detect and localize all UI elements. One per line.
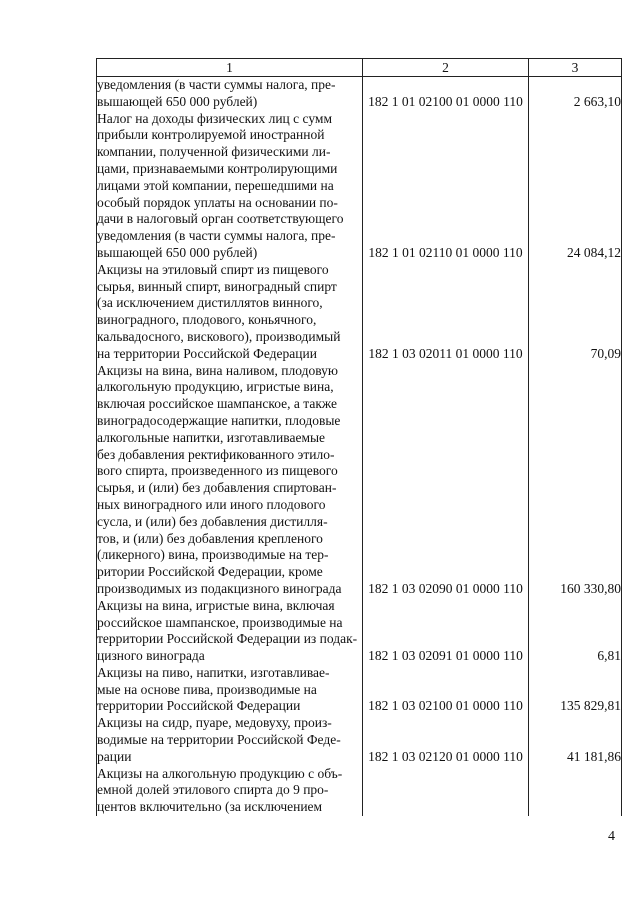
row-amount-cell — [529, 766, 622, 816]
row-name-line: Акцизы на вина, игристые вина, включая — [97, 597, 335, 613]
row-name-cell — [97, 363, 363, 598]
table-row — [97, 598, 622, 665]
row-name-line: сырья, и (или) без добавления спиртован- — [97, 480, 337, 496]
row-name-line: Акцизы на алкогольную продукцию с объ- — [97, 765, 343, 781]
page-number: 4 — [608, 829, 615, 844]
row-name-cell — [97, 77, 363, 111]
row-name-cell — [97, 262, 363, 363]
row-name-line: ритории Российской Федерации, кроме — [97, 564, 323, 580]
row-name-line: тов, и (или) без добавления крепленого — [97, 530, 323, 546]
row-name-line: вого спирта, произведенного из пищевого — [97, 463, 338, 479]
row-name-line: (ликерного) вина, производимые на тер- — [97, 547, 329, 563]
row-code-cell: 182 1 03 02100 01 0000 110 — [363, 665, 529, 715]
row-name-line: водимые на территории Российской Феде- — [97, 732, 341, 748]
row-name-line: Налог на доходы физических лиц с сумм — [97, 110, 332, 126]
row-name-line: без добавления ректификованного этило- — [97, 446, 335, 462]
row-name-line: алкогольную продукцию, игристые вина, — [97, 379, 334, 395]
budget-table — [96, 58, 622, 816]
row-name-line: цами, признаваемыми контролирующими — [97, 160, 338, 176]
row-name-cell — [97, 665, 363, 715]
row-name-line: мые на основе пива, производимые на — [97, 681, 317, 697]
row-name-line: дачи в налоговый орган соответствующего — [97, 211, 344, 227]
row-name-line: сусла, и (или) без добавления дистилля- — [97, 513, 328, 529]
row-name-line: рации — [97, 748, 132, 764]
row-name-line: российское шампанское, производимые на — [97, 614, 343, 630]
row-name-line: вышающей 650 000 рублей) — [97, 93, 258, 109]
row-name-line: Акцизы на этиловый спирт из пищевого — [97, 261, 329, 277]
row-code-cell: 182 1 03 02091 01 0000 110 — [363, 598, 529, 665]
row-name-line: территории Российской Федерации из подак- — [97, 631, 358, 647]
row-name-line: Акцизы на вина, вина наливом, плодовую — [97, 362, 338, 378]
column-header-3: 3 — [529, 59, 622, 77]
row-name-line: на территории Российской Федерации — [97, 345, 317, 361]
row-code-cell: 182 1 03 02090 01 0000 110 — [363, 363, 529, 598]
table-row — [97, 766, 622, 816]
row-name-cell — [97, 111, 363, 262]
row-code-cell: 182 1 03 02011 01 0000 110 — [363, 262, 529, 363]
row-name-line: алкогольные напитки, изготавливаемые — [97, 429, 326, 445]
row-amount-cell: 2 663,10 — [529, 77, 622, 111]
table-row — [97, 77, 622, 111]
row-name-line: (за исключением дистиллятов винного, — [97, 295, 323, 311]
row-name-line: уведомления (в части суммы налога, пре- — [97, 77, 336, 92]
row-code-cell — [363, 766, 529, 816]
column-header-1: 1 — [97, 59, 363, 77]
row-name-line: вышающей 650 000 рублей) — [97, 244, 258, 260]
row-amount-cell: 135 829,81 — [529, 665, 622, 715]
row-name-line: прибыли контролируемой иностранной — [97, 127, 325, 143]
row-amount-cell: 6,81 — [529, 598, 622, 665]
row-name-line: лицами этой компании, перешедшими на — [97, 177, 334, 193]
row-name-line: емной долей этилового спирта до 9 про- — [97, 782, 329, 798]
table-row — [97, 715, 622, 765]
table-header-row — [97, 59, 622, 77]
row-amount-cell: 24 084,12 — [529, 111, 622, 262]
row-name-line: Акцизы на сидр, пуаре, медовуху, произ- — [97, 715, 332, 731]
row-name-line: цизного винограда — [97, 648, 205, 664]
row-name-line: особый порядок уплаты на основании по- — [97, 194, 338, 210]
table-row — [97, 262, 622, 363]
table-row — [97, 363, 622, 598]
row-name-line: виноградного, плодового, коньячного, — [97, 312, 317, 328]
row-name-line: кальвадосного, вискового), производимый — [97, 328, 341, 344]
row-name-line: территории Российской Федерации — [97, 698, 301, 714]
row-name-line: ных виноградного или иного плодового — [97, 496, 326, 512]
column-header-2: 2 — [363, 59, 529, 77]
row-name-line: виноградосодержащие напитки, плодовые — [97, 412, 341, 428]
row-name-cell — [97, 766, 363, 816]
row-name-line: включая российское шампанское, а также — [97, 396, 338, 412]
row-amount-cell: 41 181,86 — [529, 715, 622, 765]
row-name-line: компании, полученной физическими ли- — [97, 144, 331, 160]
row-code-cell: 182 1 01 02110 01 0000 110 — [363, 111, 529, 262]
row-amount-cell: 70,09 — [529, 262, 622, 363]
row-name-line: производимых из подакцизного винограда — [97, 580, 342, 596]
table-row — [97, 111, 622, 262]
row-name-cell — [97, 715, 363, 765]
table-row — [97, 665, 622, 715]
row-amount-cell: 160 330,80 — [529, 363, 622, 598]
row-name-cell — [97, 598, 363, 665]
table-body — [97, 77, 622, 817]
row-name-line: уведомления (в части суммы налога, пре- — [97, 228, 336, 244]
row-code-cell: 182 1 01 02100 01 0000 110 — [363, 77, 529, 111]
row-name-line: центов включительно (за исключением — [97, 799, 323, 815]
row-code-cell: 182 1 03 02120 01 0000 110 — [363, 715, 529, 765]
row-name-line: сырья, винный спирт, виноградный спирт — [97, 278, 337, 294]
row-name-line: Акцизы на пиво, напитки, изготавливае- — [97, 664, 330, 680]
